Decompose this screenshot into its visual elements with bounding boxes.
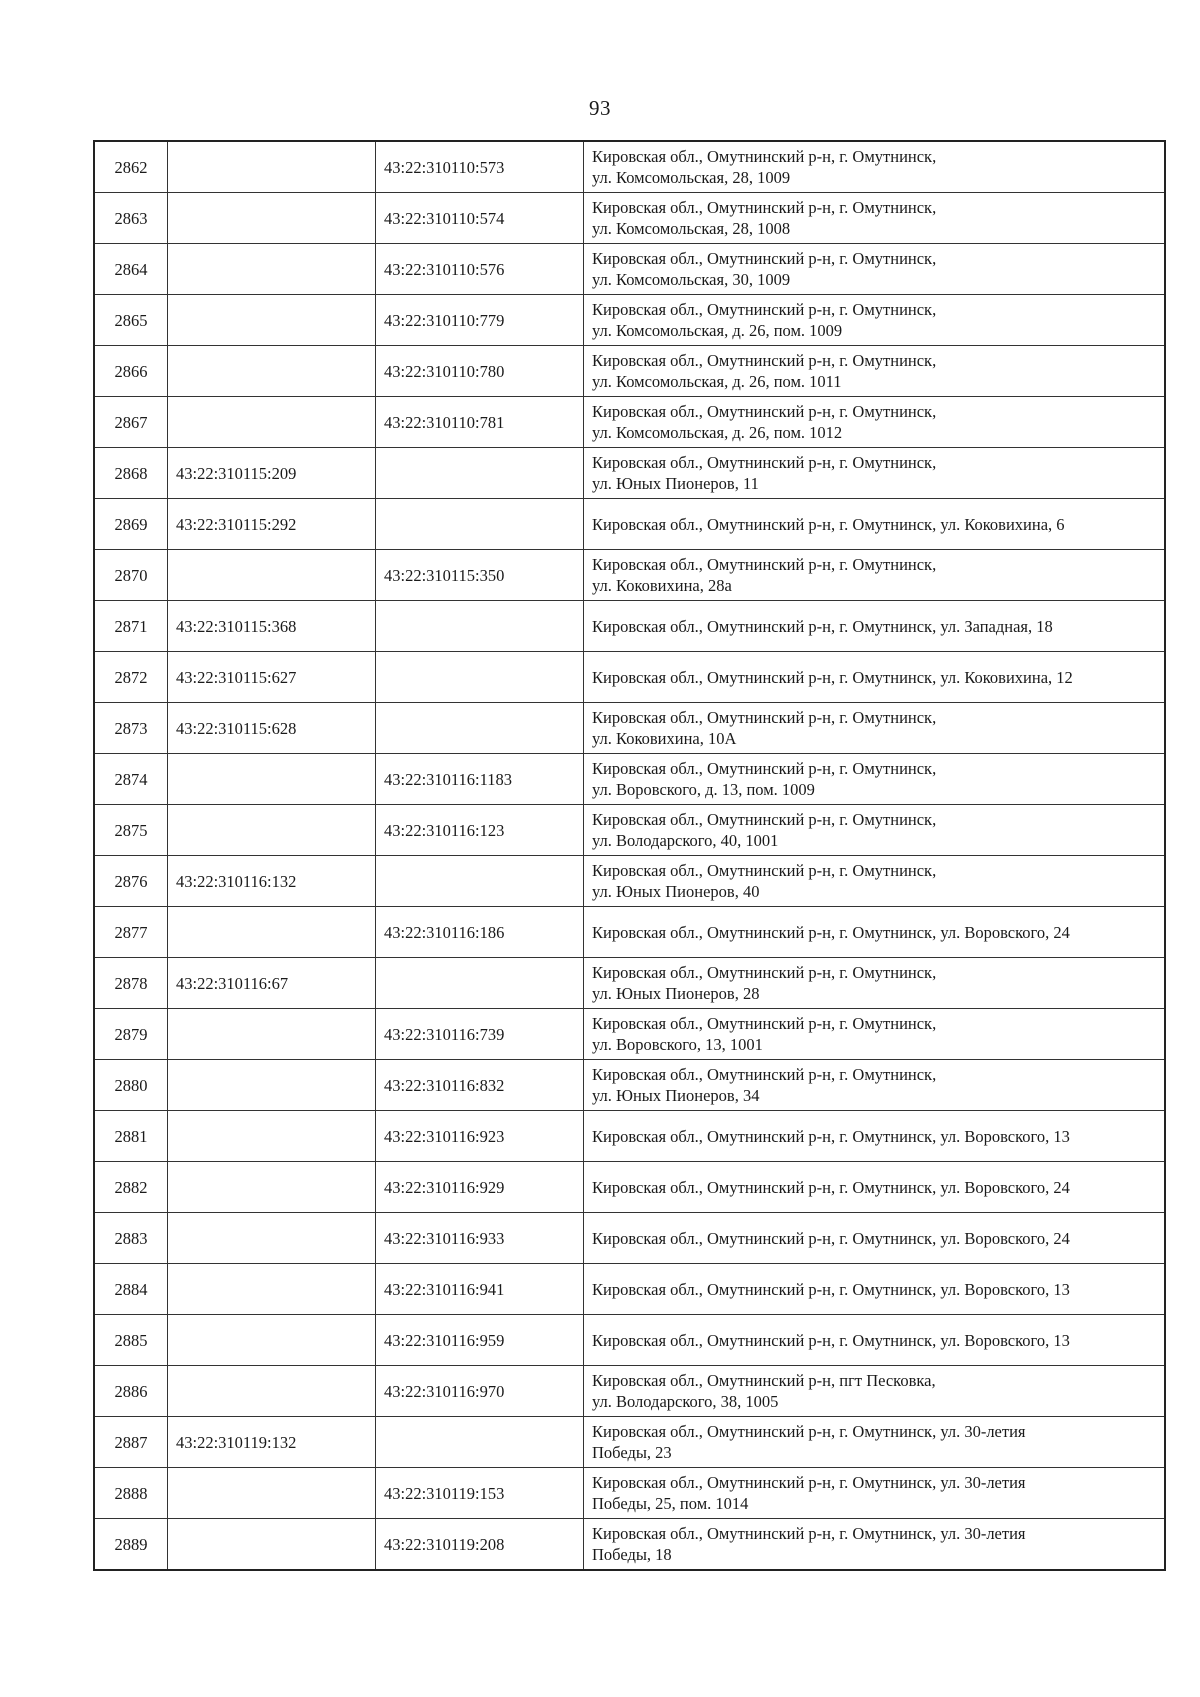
address-line: ул. Комсомольская, д. 26, пом. 1009 <box>592 321 843 340</box>
row-number-cell: 2880 <box>94 1060 168 1111</box>
address-line: ул. Володарского, 40, 1001 <box>592 831 779 850</box>
address-line: Победы, 25, пом. 1014 <box>592 1494 749 1513</box>
cadastral-number-cell <box>168 1468 376 1519</box>
address-cell <box>584 141 1166 193</box>
address-line: Кировская обл., Омутнинский р-н, г. Омутнинск, <box>592 351 937 370</box>
table-row <box>94 1060 1165 1111</box>
address-line: Победы, 18 <box>592 1545 672 1564</box>
row-number-cell: 2869 <box>94 499 168 550</box>
address-line: Кировская обл., Омутнинский р-н, г. Омутнинск, ул. 30-летия <box>592 1422 1026 1441</box>
row-number-cell: 2888 <box>94 1468 168 1519</box>
address-line: Кировская обл., Омутнинский р-н, г. Омутнинск, <box>592 810 937 829</box>
cadastral-number-cell <box>376 499 584 550</box>
address-cell <box>584 703 1166 754</box>
row-number-cell: 2871 <box>94 601 168 652</box>
address-line: Кировская обл., Омутнинский р-н, г. Омутнинск, <box>592 708 937 727</box>
address-cell <box>584 652 1166 703</box>
address-line: Кировская обл., Омутнинский р-н, г. Омутнинск, ул. Воровского, 13 <box>592 1279 1070 1299</box>
address-line: Кировская обл., Омутнинский р-н, г. Омутнинск, <box>592 963 937 982</box>
address-line: ул. Коковихина, 28а <box>592 576 732 595</box>
address-cell <box>584 1162 1166 1213</box>
row-number-cell: 2886 <box>94 1366 168 1417</box>
cadastral-number-cell: 43:22:310116:933 <box>376 1213 584 1264</box>
table-row <box>94 856 1165 907</box>
cadastral-number-cell <box>168 193 376 244</box>
cadastral-number-cell <box>168 907 376 958</box>
address-line: Кировская обл., Омутнинский р-н, г. Омутнинск, <box>592 402 937 421</box>
address-cell <box>584 1366 1166 1417</box>
row-number-cell: 2872 <box>94 652 168 703</box>
address-line: Кировская обл., Омутнинский р-н, г. Омутнинск, <box>592 759 937 778</box>
cadastral-number-cell <box>168 397 376 448</box>
cadastral-number-cell: 43:22:310116:186 <box>376 907 584 958</box>
cadastral-number-cell: 43:22:310110:779 <box>376 295 584 346</box>
address-line: ул. Комсомольская, 30, 1009 <box>592 270 791 289</box>
cadastral-number-cell <box>168 346 376 397</box>
address-cell <box>584 754 1166 805</box>
row-number-cell: 2875 <box>94 805 168 856</box>
address-line: ул. Воровского, 13, 1001 <box>592 1035 763 1054</box>
registry-table-body <box>94 141 1165 1570</box>
cadastral-number-cell: 43:22:310116:739 <box>376 1009 584 1060</box>
address-line: Кировская обл., Омутнинский р-н, г. Омутнинск, <box>592 147 937 166</box>
cadastral-number-cell <box>376 1417 584 1468</box>
address-cell <box>584 1519 1166 1571</box>
address-cell <box>584 397 1166 448</box>
cadastral-number-cell: 43:22:310115:209 <box>168 448 376 499</box>
address-line: Кировская обл., Омутнинский р-н, г. Омутнинск, ул. Коковихина, 6 <box>592 514 1065 534</box>
address-cell <box>584 1417 1166 1468</box>
address-line: ул. Комсомольская, д. 26, пом. 1011 <box>592 372 842 391</box>
cadastral-number-cell <box>376 703 584 754</box>
address-line: Кировская обл., Омутнинский р-н, г. Омутнинск, ул. Коковихина, 12 <box>592 667 1073 687</box>
cadastral-number-cell <box>168 1060 376 1111</box>
table-row <box>94 1264 1165 1315</box>
cadastral-number-cell: 43:22:310115:368 <box>168 601 376 652</box>
cadastral-number-cell <box>376 652 584 703</box>
row-number-cell: 2881 <box>94 1111 168 1162</box>
cadastral-number-cell: 43:22:310116:132 <box>168 856 376 907</box>
row-number-cell: 2884 <box>94 1264 168 1315</box>
address-cell <box>584 1213 1166 1264</box>
cadastral-number-cell <box>168 244 376 295</box>
address-cell <box>584 1315 1166 1366</box>
table-row <box>94 703 1165 754</box>
address-line: ул. Коковихина, 10А <box>592 729 737 748</box>
address-cell <box>584 295 1166 346</box>
cadastral-number-cell: 43:22:310116:970 <box>376 1366 584 1417</box>
address-cell <box>584 193 1166 244</box>
row-number-cell: 2870 <box>94 550 168 601</box>
cadastral-number-cell <box>376 856 584 907</box>
address-cell <box>584 1060 1166 1111</box>
cadastral-number-cell: 43:22:310110:574 <box>376 193 584 244</box>
address-line: Кировская обл., Омутнинский р-н, г. Омутнинск, ул. 30-летия <box>592 1473 1026 1492</box>
address-line: ул. Комсомольская, 28, 1008 <box>592 219 791 238</box>
cadastral-number-cell <box>168 1162 376 1213</box>
row-number-cell: 2877 <box>94 907 168 958</box>
row-number-cell: 2885 <box>94 1315 168 1366</box>
address-line: Кировская обл., Омутнинский р-н, г. Омутнинск, <box>592 249 937 268</box>
address-line: Победы, 23 <box>592 1443 672 1462</box>
table-row <box>94 550 1165 601</box>
address-cell <box>584 550 1166 601</box>
address-cell <box>584 958 1166 1009</box>
address-line: Кировская обл., Омутнинский р-н, г. Омутнинск, <box>592 555 937 574</box>
address-line: Кировская обл., Омутнинский р-н, г. Омутнинск, <box>592 861 937 880</box>
address-line: ул. Володарского, 38, 1005 <box>592 1392 779 1411</box>
address-line: ул. Юных Пионеров, 11 <box>592 474 759 493</box>
cadastral-number-cell <box>168 1519 376 1571</box>
table-row <box>94 448 1165 499</box>
table-row <box>94 601 1165 652</box>
cadastral-number-cell: 43:22:310116:1183 <box>376 754 584 805</box>
table-row <box>94 295 1165 346</box>
table-row <box>94 1417 1165 1468</box>
cadastral-number-cell: 43:22:310116:923 <box>376 1111 584 1162</box>
cadastral-number-cell: 43:22:310110:780 <box>376 346 584 397</box>
address-line: Кировская обл., Омутнинский р-н, г. Омутнинск, ул. Воровского, 24 <box>592 1228 1070 1248</box>
table-row <box>94 1111 1165 1162</box>
cadastral-number-cell: 43:22:310110:573 <box>376 141 584 193</box>
table-row <box>94 652 1165 703</box>
cadastral-number-cell <box>168 295 376 346</box>
address-cell <box>584 805 1166 856</box>
address-line: ул. Юных Пионеров, 28 <box>592 984 760 1003</box>
row-number-cell: 2862 <box>94 141 168 193</box>
row-number-cell: 2868 <box>94 448 168 499</box>
address-line: ул. Юных Пионеров, 40 <box>592 882 760 901</box>
cadastral-number-cell: 43:22:310116:67 <box>168 958 376 1009</box>
address-cell <box>584 1111 1166 1162</box>
table-row <box>94 1213 1165 1264</box>
cadastral-number-cell <box>168 1366 376 1417</box>
cadastral-number-cell: 43:22:310116:959 <box>376 1315 584 1366</box>
table-row <box>94 244 1165 295</box>
address-line: Кировская обл., Омутнинский р-н, г. Омутнинск, <box>592 198 937 217</box>
address-line: Кировская обл., Омутнинский р-н, г. Омутнинск, ул. Воровского, 13 <box>592 1330 1070 1350</box>
table-row <box>94 1162 1165 1213</box>
registry-table <box>93 140 1166 1571</box>
page-number: 93 <box>589 96 611 120</box>
address-line: Кировская обл., Омутнинский р-н, г. Омутнинск, <box>592 300 937 319</box>
cadastral-number-cell <box>376 448 584 499</box>
address-cell <box>584 244 1166 295</box>
table-row <box>94 346 1165 397</box>
row-number-cell: 2876 <box>94 856 168 907</box>
cadastral-number-cell <box>376 601 584 652</box>
cadastral-number-cell: 43:22:310115:292 <box>168 499 376 550</box>
address-line: ул. Комсомольская, д. 26, пом. 1012 <box>592 423 843 442</box>
address-cell <box>584 601 1166 652</box>
address-line: Кировская обл., Омутнинский р-н, г. Омутнинск, <box>592 1065 937 1084</box>
cadastral-number-cell <box>168 1111 376 1162</box>
row-number-cell: 2889 <box>94 1519 168 1571</box>
address-cell <box>584 907 1166 958</box>
address-line: Кировская обл., Омутнинский р-н, г. Омутнинск, <box>592 1014 937 1033</box>
row-number-cell: 2887 <box>94 1417 168 1468</box>
row-number-cell: 2866 <box>94 346 168 397</box>
cadastral-number-cell: 43:22:310116:832 <box>376 1060 584 1111</box>
address-line: ул. Комсомольская, 28, 1009 <box>592 168 791 187</box>
row-number-cell: 2863 <box>94 193 168 244</box>
row-number-cell: 2865 <box>94 295 168 346</box>
table-row <box>94 141 1165 193</box>
table-row <box>94 805 1165 856</box>
address-cell <box>584 1264 1166 1315</box>
cadastral-number-cell: 43:22:310115:627 <box>168 652 376 703</box>
row-number-cell: 2874 <box>94 754 168 805</box>
row-number-cell: 2867 <box>94 397 168 448</box>
address-cell <box>584 499 1166 550</box>
cadastral-number-cell: 43:22:310116:929 <box>376 1162 584 1213</box>
row-number-cell: 2879 <box>94 1009 168 1060</box>
cadastral-number-cell: 43:22:310116:941 <box>376 1264 584 1315</box>
cadastral-number-cell <box>168 141 376 193</box>
cadastral-number-cell <box>168 550 376 601</box>
cadastral-number-cell: 43:22:310116:123 <box>376 805 584 856</box>
address-line: ул. Юных Пионеров, 34 <box>592 1086 760 1105</box>
address-line: Кировская обл., Омутнинский р-н, г. Омутнинск, ул. Воровского, 24 <box>592 922 1070 942</box>
table-row <box>94 907 1165 958</box>
cadastral-number-cell: 43:22:310110:576 <box>376 244 584 295</box>
table-row <box>94 1009 1165 1060</box>
row-number-cell: 2883 <box>94 1213 168 1264</box>
cadastral-number-cell <box>168 1264 376 1315</box>
address-line: ул. Воровского, д. 13, пом. 1009 <box>592 780 815 799</box>
address-cell <box>584 448 1166 499</box>
cadastral-number-cell <box>168 1213 376 1264</box>
cadastral-number-cell: 43:22:310119:208 <box>376 1519 584 1571</box>
row-number-cell: 2878 <box>94 958 168 1009</box>
row-number-cell: 2882 <box>94 1162 168 1213</box>
address-cell <box>584 346 1166 397</box>
cadastral-number-cell: 43:22:310119:153 <box>376 1468 584 1519</box>
address-line: Кировская обл., Омутнинский р-н, г. Омутнинск, ул. 30-летия <box>592 1524 1026 1543</box>
table-row <box>94 1468 1165 1519</box>
address-line: Кировская обл., Омутнинский р-н, г. Омутнинск, <box>592 453 937 472</box>
table-row <box>94 1366 1165 1417</box>
address-line: Кировская обл., Омутнинский р-н, г. Омутнинск, ул. Воровского, 24 <box>592 1177 1070 1197</box>
address-cell <box>584 1009 1166 1060</box>
cadastral-number-cell <box>168 1315 376 1366</box>
cadastral-number-cell: 43:22:310115:628 <box>168 703 376 754</box>
cadastral-number-cell <box>168 754 376 805</box>
address-cell <box>584 1468 1166 1519</box>
address-line: Кировская обл., Омутнинский р-н, пгт Песковка, <box>592 1371 936 1390</box>
cadastral-number-cell: 43:22:310110:781 <box>376 397 584 448</box>
cadastral-number-cell <box>168 805 376 856</box>
row-number-cell: 2873 <box>94 703 168 754</box>
address-line: Кировская обл., Омутнинский р-н, г. Омутнинск, ул. Воровского, 13 <box>592 1126 1070 1146</box>
address-cell <box>584 856 1166 907</box>
table-row <box>94 1519 1165 1571</box>
row-number-cell: 2864 <box>94 244 168 295</box>
table-row <box>94 499 1165 550</box>
table-row <box>94 397 1165 448</box>
cadastral-number-cell <box>376 958 584 1009</box>
cadastral-number-cell: 43:22:310119:132 <box>168 1417 376 1468</box>
table-row <box>94 754 1165 805</box>
table-row <box>94 958 1165 1009</box>
cadastral-number-cell: 43:22:310115:350 <box>376 550 584 601</box>
cadastral-number-cell <box>168 1009 376 1060</box>
table-row <box>94 193 1165 244</box>
table-row <box>94 1315 1165 1366</box>
address-line: Кировская обл., Омутнинский р-н, г. Омутнинск, ул. Западная, 18 <box>592 616 1053 636</box>
